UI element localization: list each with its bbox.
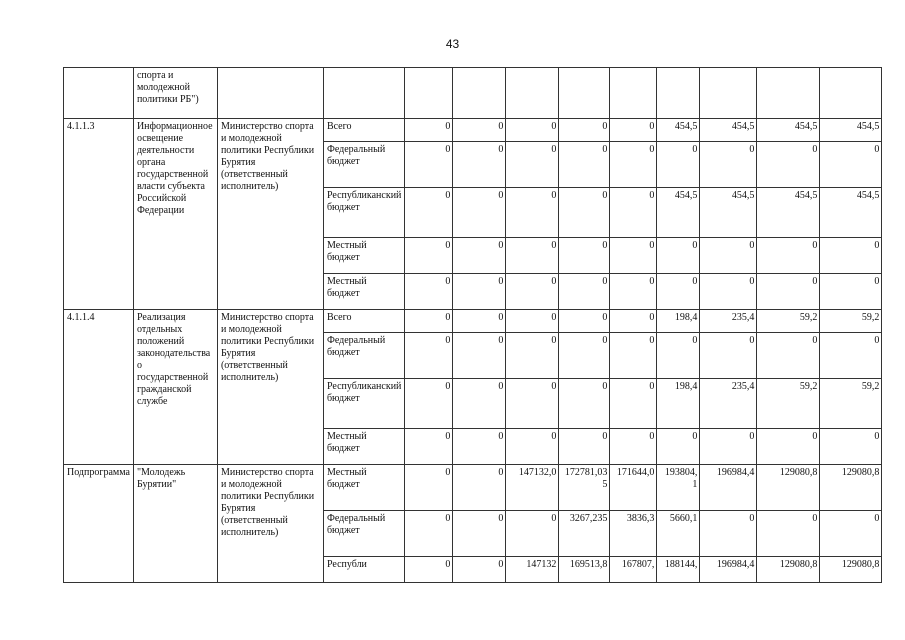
value-cell: 3836,3 bbox=[610, 511, 657, 557]
value-cell: 0 bbox=[757, 333, 820, 379]
budget-table bbox=[63, 67, 882, 583]
value-cell: 0 bbox=[405, 429, 453, 465]
value-cell: 0 bbox=[700, 274, 757, 310]
name-cell: "Молодежь Бурятии" bbox=[133, 465, 217, 583]
source-cell bbox=[323, 68, 404, 119]
value-cell: 0 bbox=[506, 119, 559, 142]
value-cell: 0 bbox=[405, 310, 453, 333]
executor-cell: Министерство спорта и молодежной политики Республики Бурятия (ответственный исполнитель) bbox=[217, 310, 323, 465]
value-cell: 0 bbox=[506, 142, 559, 188]
source-cell: Федеральный бюджет bbox=[323, 142, 404, 188]
value-cell: 0 bbox=[559, 188, 610, 238]
value-cell: 129080,8 bbox=[757, 465, 820, 511]
value-cell: 147132 bbox=[506, 557, 559, 583]
value-cell: 0 bbox=[559, 379, 610, 429]
value-cell: 0 bbox=[453, 142, 506, 188]
value-cell: 0 bbox=[506, 188, 559, 238]
executor-cell bbox=[217, 68, 323, 119]
source-cell: Местный бюджет bbox=[323, 274, 404, 310]
value-cell: 0 bbox=[657, 274, 700, 310]
value-cell: 0 bbox=[820, 429, 882, 465]
value-cell bbox=[700, 68, 757, 119]
source-cell: Всего bbox=[323, 310, 404, 333]
executor-cell: Министерство спорта и молодежной политики Республики Бурятия (ответственный исполнитель) bbox=[217, 465, 323, 583]
source-cell: Республиканский бюджет bbox=[323, 188, 404, 238]
value-cell: 0 bbox=[757, 238, 820, 274]
value-cell: 454,5 bbox=[657, 188, 700, 238]
value-cell bbox=[657, 68, 700, 119]
value-cell bbox=[820, 68, 882, 119]
value-cell: 0 bbox=[453, 310, 506, 333]
value-cell: 0 bbox=[700, 333, 757, 379]
value-cell: 0 bbox=[610, 310, 657, 333]
value-cell: 0 bbox=[820, 333, 882, 379]
value-cell: 0 bbox=[757, 429, 820, 465]
value-cell: 0 bbox=[610, 142, 657, 188]
value-cell: 0 bbox=[506, 511, 559, 557]
value-cell: 0 bbox=[559, 429, 610, 465]
table-row bbox=[64, 310, 882, 333]
value-cell: 196984,4 bbox=[700, 557, 757, 583]
value-cell: 0 bbox=[657, 238, 700, 274]
value-cell: 129080,8 bbox=[820, 465, 882, 511]
source-cell: Местный бюджет bbox=[323, 429, 404, 465]
value-cell: 0 bbox=[700, 142, 757, 188]
value-cell: 0 bbox=[610, 379, 657, 429]
value-cell: 198,4 bbox=[657, 310, 700, 333]
table-row bbox=[64, 465, 882, 511]
source-cell: Федеральный бюджет bbox=[323, 333, 404, 379]
value-cell: 0 bbox=[506, 310, 559, 333]
source-cell: Республиканский бюджет bbox=[323, 379, 404, 429]
code-cell: 4.1.1.3 bbox=[64, 119, 134, 310]
value-cell: 0 bbox=[405, 511, 453, 557]
value-cell bbox=[453, 68, 506, 119]
value-cell: 0 bbox=[757, 511, 820, 557]
value-cell: 193804,1 bbox=[657, 465, 700, 511]
value-cell: 129080,8 bbox=[820, 557, 882, 583]
name-cell: Информационное освещение деятельности органа государственной власти субъекта Российской Федерации bbox=[133, 119, 217, 310]
value-cell bbox=[506, 68, 559, 119]
value-cell: 0 bbox=[453, 557, 506, 583]
value-cell: 454,5 bbox=[757, 119, 820, 142]
value-cell: 196984,4 bbox=[700, 465, 757, 511]
value-cell: 0 bbox=[405, 274, 453, 310]
code-cell bbox=[64, 68, 134, 119]
value-cell: 0 bbox=[453, 188, 506, 238]
value-cell: 0 bbox=[700, 238, 757, 274]
source-cell: Местный бюджет bbox=[323, 238, 404, 274]
value-cell: 454,5 bbox=[700, 119, 757, 142]
value-cell: 0 bbox=[559, 119, 610, 142]
value-cell: 188144, bbox=[657, 557, 700, 583]
value-cell: 0 bbox=[700, 511, 757, 557]
value-cell: 454,5 bbox=[820, 188, 882, 238]
value-cell: 0 bbox=[453, 379, 506, 429]
value-cell: 0 bbox=[506, 238, 559, 274]
value-cell: 0 bbox=[820, 274, 882, 310]
value-cell: 0 bbox=[506, 379, 559, 429]
value-cell: 59,2 bbox=[820, 379, 882, 429]
value-cell: 169513,8 bbox=[559, 557, 610, 583]
value-cell: 235,4 bbox=[700, 379, 757, 429]
value-cell: 0 bbox=[610, 238, 657, 274]
table-row bbox=[64, 119, 882, 142]
value-cell: 0 bbox=[453, 429, 506, 465]
value-cell: 3267,235 bbox=[559, 511, 610, 557]
table-body bbox=[64, 68, 882, 583]
value-cell: 5660,1 bbox=[657, 511, 700, 557]
value-cell bbox=[559, 68, 610, 119]
value-cell bbox=[757, 68, 820, 119]
value-cell: 0 bbox=[559, 333, 610, 379]
table-row bbox=[64, 68, 882, 119]
value-cell: 0 bbox=[610, 274, 657, 310]
value-cell: 0 bbox=[757, 274, 820, 310]
value-cell: 59,2 bbox=[757, 379, 820, 429]
value-cell: 0 bbox=[453, 119, 506, 142]
value-cell: 59,2 bbox=[820, 310, 882, 333]
value-cell: 0 bbox=[610, 119, 657, 142]
source-cell: Всего bbox=[323, 119, 404, 142]
value-cell: 129080,8 bbox=[757, 557, 820, 583]
value-cell: 0 bbox=[506, 274, 559, 310]
value-cell: 0 bbox=[820, 142, 882, 188]
value-cell: 147132,0 bbox=[506, 465, 559, 511]
name-cell: Реализация отдельных положений законодательства о государственной гражданской службе bbox=[133, 310, 217, 465]
source-cell: Федеральный бюджет bbox=[323, 511, 404, 557]
value-cell: 171644,0 bbox=[610, 465, 657, 511]
value-cell: 0 bbox=[610, 188, 657, 238]
value-cell: 0 bbox=[657, 333, 700, 379]
value-cell: 0 bbox=[405, 188, 453, 238]
value-cell: 0 bbox=[820, 511, 882, 557]
value-cell: 235,4 bbox=[700, 310, 757, 333]
executor-cell: Министерство спорта и молодежной политики Республики Бурятия (ответственный исполнитель) bbox=[217, 119, 323, 310]
value-cell: 454,5 bbox=[700, 188, 757, 238]
value-cell: 0 bbox=[453, 511, 506, 557]
value-cell: 0 bbox=[405, 119, 453, 142]
name-cell: спорта и молодежной политики РБ") bbox=[133, 68, 217, 119]
page-number: 43 bbox=[445, 37, 460, 51]
value-cell: 0 bbox=[757, 142, 820, 188]
value-cell: 59,2 bbox=[757, 310, 820, 333]
value-cell: 0 bbox=[453, 465, 506, 511]
value-cell: 198,4 bbox=[657, 379, 700, 429]
value-cell: 0 bbox=[506, 429, 559, 465]
value-cell: 454,5 bbox=[757, 188, 820, 238]
value-cell: 0 bbox=[453, 333, 506, 379]
value-cell: 0 bbox=[559, 238, 610, 274]
value-cell: 0 bbox=[405, 465, 453, 511]
value-cell: 172781,035 bbox=[559, 465, 610, 511]
source-cell: Местный бюджет bbox=[323, 465, 404, 511]
value-cell: 167807, bbox=[610, 557, 657, 583]
source-cell: Республи bbox=[323, 557, 404, 583]
value-cell: 0 bbox=[657, 142, 700, 188]
value-cell bbox=[610, 68, 657, 119]
value-cell: 0 bbox=[610, 333, 657, 379]
value-cell: 0 bbox=[405, 238, 453, 274]
value-cell: 0 bbox=[700, 429, 757, 465]
value-cell: 0 bbox=[610, 429, 657, 465]
value-cell: 0 bbox=[559, 142, 610, 188]
value-cell: 0 bbox=[405, 142, 453, 188]
value-cell: 0 bbox=[405, 379, 453, 429]
value-cell: 0 bbox=[657, 429, 700, 465]
value-cell: 0 bbox=[559, 274, 610, 310]
value-cell: 0 bbox=[453, 274, 506, 310]
value-cell: 0 bbox=[820, 238, 882, 274]
value-cell: 0 bbox=[405, 557, 453, 583]
code-cell: Подпрограмма bbox=[64, 465, 134, 583]
value-cell: 454,5 bbox=[820, 119, 882, 142]
value-cell: 0 bbox=[453, 238, 506, 274]
code-cell: 4.1.1.4 bbox=[64, 310, 134, 465]
value-cell: 0 bbox=[405, 333, 453, 379]
value-cell: 0 bbox=[506, 333, 559, 379]
value-cell bbox=[405, 68, 453, 119]
value-cell: 454,5 bbox=[657, 119, 700, 142]
value-cell: 0 bbox=[559, 310, 610, 333]
